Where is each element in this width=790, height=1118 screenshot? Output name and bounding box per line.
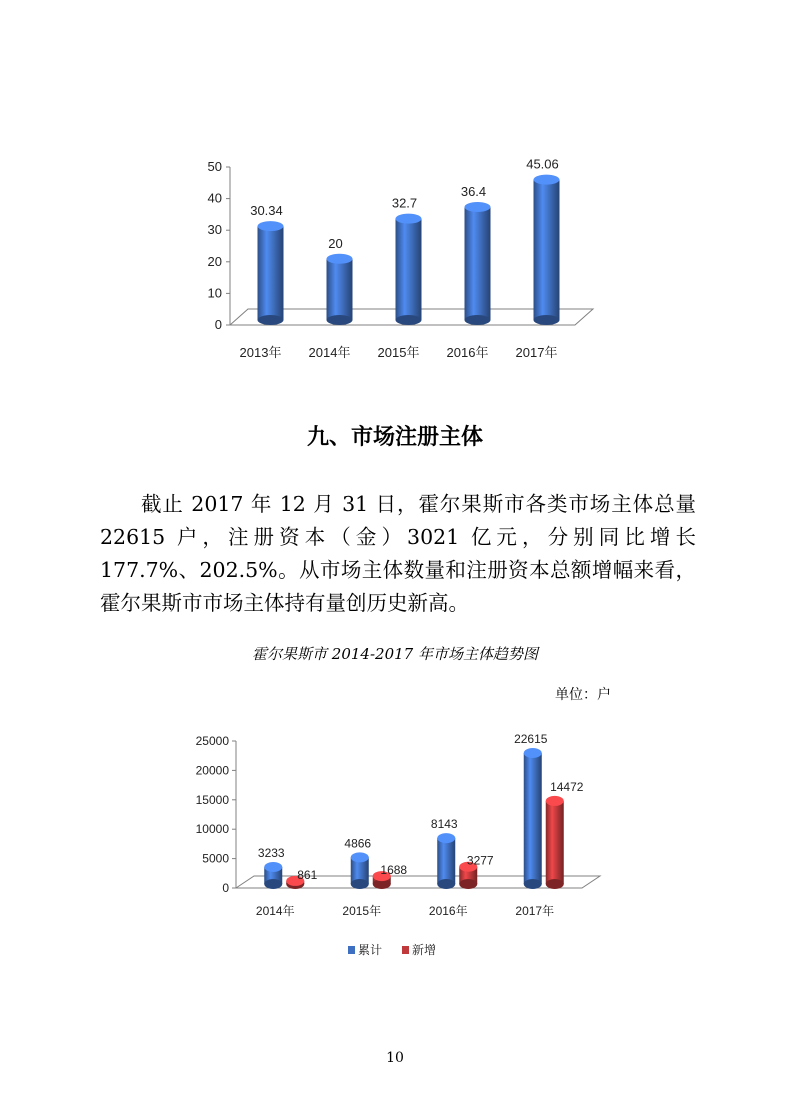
legend-swatch bbox=[348, 946, 355, 954]
x-tick-label: 2014年 bbox=[255, 904, 295, 918]
bar-cumulative-body bbox=[524, 753, 542, 884]
y-tick-label: 0 bbox=[214, 317, 222, 332]
data-label: 861 bbox=[297, 867, 318, 882]
bar-new-top bbox=[546, 796, 564, 806]
y-tick-label: 0 bbox=[222, 881, 229, 895]
data-label: 14472 bbox=[550, 779, 584, 794]
bar-base bbox=[465, 315, 491, 325]
data-label: 1688 bbox=[380, 863, 408, 878]
x-tick-label: 2015年 bbox=[377, 345, 420, 360]
annual-bar-chart-svg bbox=[185, 150, 625, 370]
data-label: 30.34 bbox=[250, 203, 283, 219]
x-tick-label: 2016年 bbox=[428, 904, 468, 918]
bar-cumulative-top bbox=[264, 862, 282, 872]
bar-base bbox=[534, 315, 560, 325]
legend-label: 累计 bbox=[358, 943, 383, 957]
page-number: 10 bbox=[386, 1050, 404, 1066]
data-label: 20 bbox=[328, 235, 343, 251]
bar-cumulative-base bbox=[437, 879, 455, 889]
bar-new-body bbox=[546, 801, 564, 884]
bar-top bbox=[396, 214, 422, 224]
x-tick-label: 2015年 bbox=[342, 904, 382, 918]
bar-base bbox=[396, 315, 422, 325]
market-entity-bar-chart-svg bbox=[170, 728, 630, 968]
chart-title: 霍尔果斯市 2014-2017 年市场主体趋势图 bbox=[252, 645, 538, 663]
x-tick-label: 2014年 bbox=[308, 345, 351, 360]
data-label: 3233 bbox=[257, 845, 285, 860]
bar-base bbox=[258, 315, 284, 325]
bar-body bbox=[465, 207, 491, 320]
bar-top bbox=[258, 221, 284, 231]
bar-body bbox=[327, 259, 353, 320]
data-label: 36.4 bbox=[460, 183, 487, 199]
data-label: 4866 bbox=[344, 836, 372, 851]
y-tick-label: 40 bbox=[207, 190, 222, 206]
bar-cumulative-base bbox=[524, 879, 542, 889]
y-tick-label: 20000 bbox=[195, 763, 229, 778]
bar-top bbox=[534, 175, 560, 185]
x-tick-label: 2017年 bbox=[515, 904, 555, 918]
x-tick-label: 2017年 bbox=[515, 345, 558, 360]
data-label: 8143 bbox=[430, 817, 458, 832]
bar-cumulative-body bbox=[437, 838, 455, 884]
bar-base bbox=[327, 315, 353, 325]
y-tick-label: 15000 bbox=[195, 792, 229, 807]
bar-new-base bbox=[459, 879, 477, 889]
bar-body bbox=[396, 219, 422, 320]
x-tick-label: 2013年 bbox=[239, 345, 282, 360]
bar-body bbox=[258, 226, 284, 320]
y-tick-label: 10 bbox=[207, 285, 222, 301]
y-tick-label: 5000 bbox=[202, 851, 229, 866]
legend-label: 新增 bbox=[412, 943, 437, 957]
y-tick-label: 30 bbox=[207, 222, 222, 238]
paragraph-text: 截止 2017 年 12 月 31 日，霍尔果斯市各类市场主体总量 22615 户，注册资本（金）3021 亿元，分别同比增长 177.7%、202.5%。从市场主体数量和注册资本总额增幅来看，霍尔果斯市市场主体持有量创历史新高。 bbox=[100, 492, 696, 615]
bar-new-base bbox=[546, 879, 564, 889]
data-label: 32.7 bbox=[391, 195, 418, 211]
bar-top bbox=[327, 254, 353, 264]
market-entity-bar-chart bbox=[170, 728, 630, 968]
bar-cumulative-base bbox=[264, 879, 282, 889]
y-tick-label: 20 bbox=[207, 253, 222, 269]
bar-cumulative-base bbox=[351, 879, 369, 889]
section-paragraph bbox=[100, 488, 696, 620]
section-heading: 九、市场注册主体 bbox=[306, 425, 483, 450]
x-tick-label: 2016年 bbox=[446, 345, 489, 360]
bar-cumulative-top bbox=[351, 852, 369, 862]
data-label: 45.06 bbox=[526, 156, 559, 172]
bar-cumulative-top bbox=[524, 748, 542, 758]
bar-cumulative-top bbox=[437, 833, 455, 843]
bar-body bbox=[534, 180, 560, 320]
annual-bar-chart bbox=[185, 150, 625, 370]
legend-swatch bbox=[402, 946, 409, 954]
y-tick-label: 25000 bbox=[195, 734, 229, 748]
y-tick-label: 10000 bbox=[195, 822, 229, 837]
bar-top bbox=[465, 202, 491, 212]
data-label: 22615 bbox=[514, 732, 548, 747]
unit-label: 单位：户 bbox=[555, 687, 611, 703]
y-tick-label: 50 bbox=[207, 159, 222, 174]
data-label: 3277 bbox=[466, 853, 494, 868]
